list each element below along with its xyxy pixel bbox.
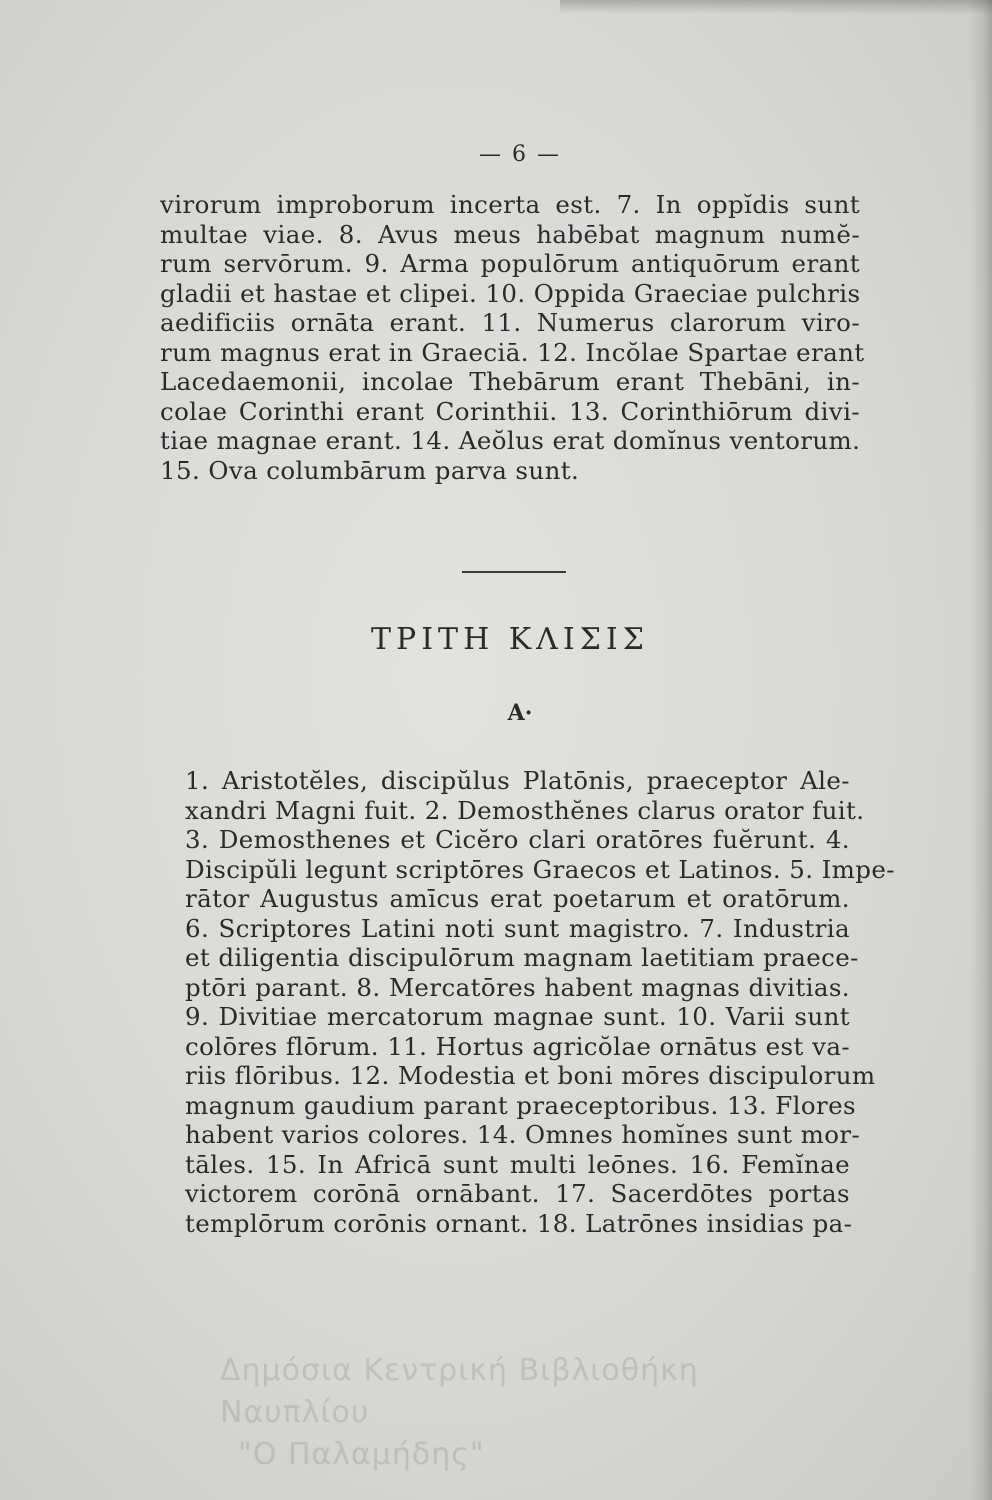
text-line: rātor Augustus amīcus erat poetarum et oratōrum.: [185, 884, 850, 913]
watermark-line-2: "Ο Παλαμήδης": [238, 1437, 485, 1472]
text-line: virorum improborum incerta est. 7. In oppĭdis sunt: [160, 190, 860, 219]
text-line: Lacedaemonii, incolae Thebārum erant Thebāni, in-: [160, 367, 860, 396]
text-line: ptōri parant. 8. Mercatōres habent magnas divitias.: [185, 972, 850, 1002]
subsection-letter: Α·: [507, 700, 533, 726]
text-line: habent varios colores. 14. Omnes homĭnes sunt mor-: [185, 1120, 861, 1149]
paragraph-latin-exercises-1: [160, 190, 865, 485]
text-line: xandri Magni fuit. 2. Demosthĕnes clarus orator fuit.: [185, 795, 865, 825]
text-line: gladii et hastae et clipei. 10. Oppida Graeciae pulchris: [160, 278, 861, 308]
library-watermark: [220, 1350, 820, 1476]
section-title: ΤΡΙΤΗ ΚΛΙΣΙΣ: [371, 622, 649, 657]
text-line: colōres flōrum. 11. Hortus agricŏlae ornātus est va-: [185, 1031, 850, 1061]
text-line: colae Corinthi erant Corinthii. 13. Corinthiōrum divi-: [160, 396, 860, 426]
text-line: 15. Ova columbārum parva sunt.: [160, 455, 580, 485]
text-line: 1. Aristotĕles, discipŭlus Platōnis, praeceptor Ale-: [185, 766, 850, 795]
text-line: multae viae. 8. Avus meus habēbat magnum numĕ-: [160, 219, 860, 249]
text-line: rum servōrum. 9. Arma populōrum antiquōrum erant: [160, 249, 860, 278]
text-line: magnum gaudium parant praeceptoribus. 13. Flores: [185, 1090, 856, 1120]
page-edge-shadow: [970, 0, 992, 1500]
page-number: — 6 —: [479, 142, 561, 167]
text-line: victorem corōnā ornābant. 17. Sacerdōtes portas: [185, 1179, 850, 1208]
text-line: tāles. 15. In Africā sunt multi leōnes. 16. Femĭnae: [185, 1149, 850, 1179]
text-line: tiae magnae erant. 14. Aeŏlus erat domĭnus ventorum.: [160, 426, 861, 455]
page-top-shadow: [560, 0, 992, 14]
watermark-line-1: Δημόσια Κεντρική Βιβλιοθήκη Ναυπλίου: [220, 1353, 699, 1430]
text-line: rum magnus erat in Graeciā. 12. Incŏlae Spartae erant: [160, 337, 865, 367]
text-line: 6. Scriptores Latini noti sunt magistro. 7. Industria: [185, 913, 850, 943]
text-line: et diligentia discipulōrum magnam laetitiam praece-: [185, 943, 859, 972]
text-line: templōrum corōnis ornant. 18. Latrōnes insidias pa-: [185, 1208, 853, 1238]
text-line: 3. Demosthenes et Cicĕro clari oratōres fuĕrunt. 4.: [185, 825, 850, 854]
text-line: 9. Divitiae mercatorum magnae sunt. 10. Varii sunt: [185, 1002, 850, 1031]
text-line: Discipŭli legunt scriptōres Graecos et Latinos. 5. Impe-: [185, 854, 895, 884]
text-line: aedificiis ornāta erant. 11. Numerus clarorum viro-: [160, 308, 860, 337]
paragraph-latin-exercises-2: [185, 766, 895, 1238]
section-divider-rule: [462, 571, 566, 573]
text-line: riis flōribus. 12. Modestia et boni mōres discipulorum: [185, 1061, 876, 1090]
